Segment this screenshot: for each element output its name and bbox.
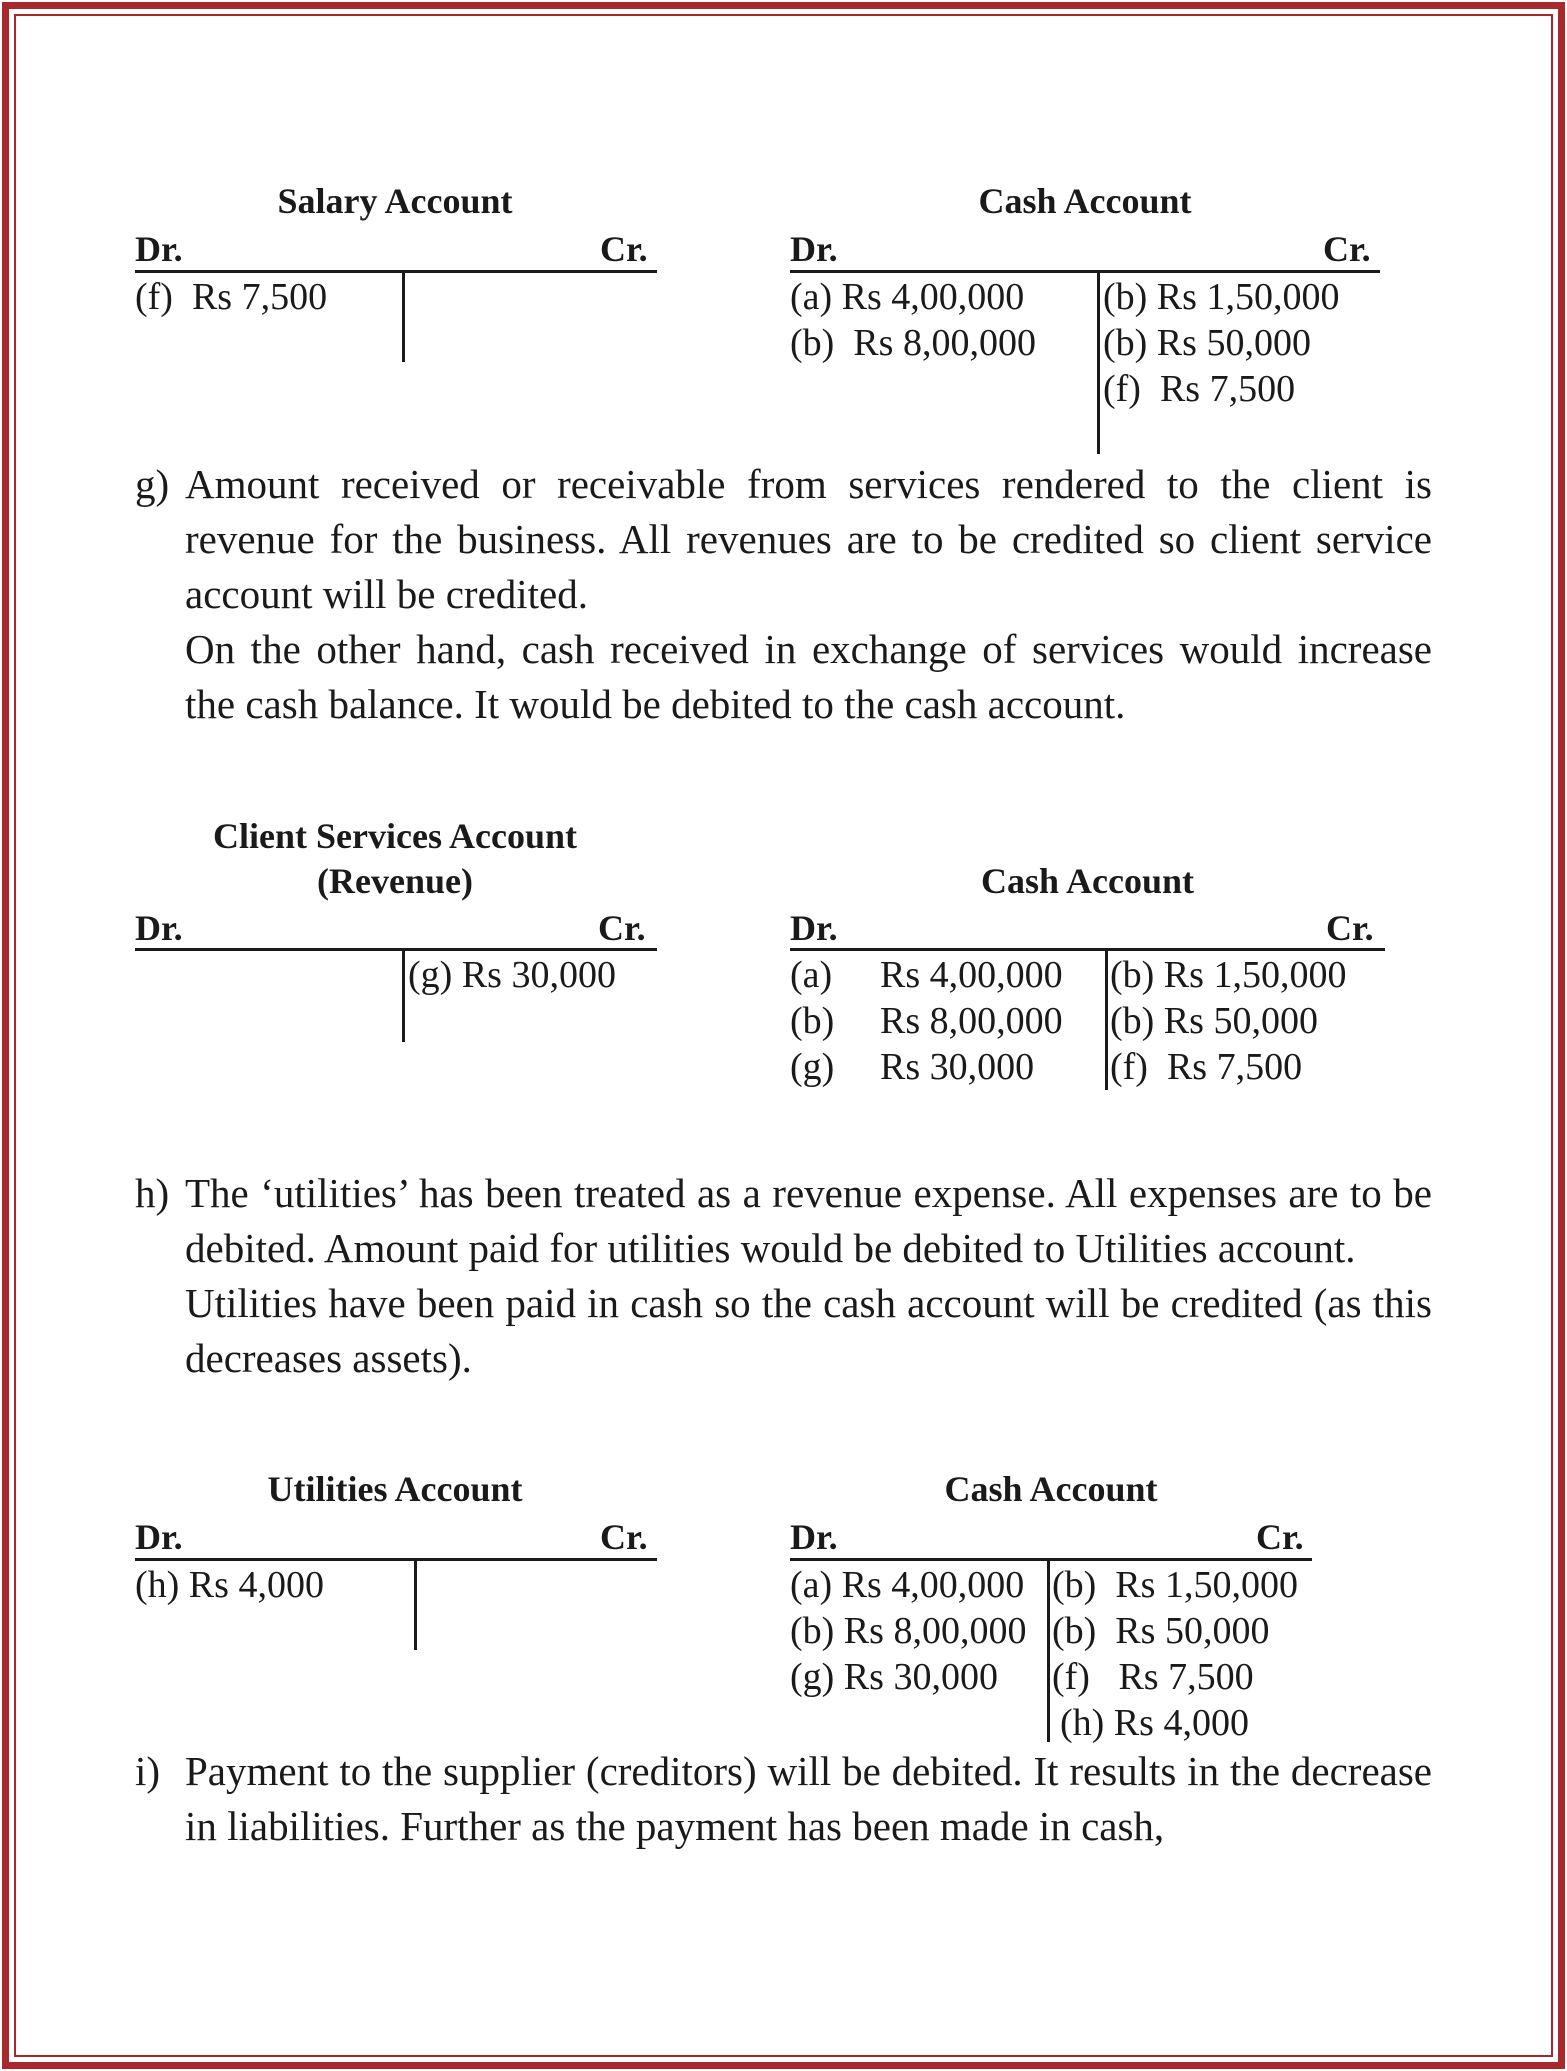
cash2-debit-ref: (g) xyxy=(790,1046,835,1088)
salary-divider xyxy=(402,272,405,362)
paragraph-i-label: i) xyxy=(135,1748,161,1794)
cash1-debit-entry: (b) Rs 8,00,000 xyxy=(790,322,1036,364)
cash2-credit-entry: (b) Rs 1,50,000 xyxy=(1110,954,1347,996)
cash1-dr-label: Dr. xyxy=(790,229,838,269)
paragraph-h xyxy=(135,1166,1432,1386)
cash3-cr-label: Cr. xyxy=(1256,1517,1304,1557)
cash2-debit-amount: Rs 4,00,000 xyxy=(880,954,1063,996)
paragraph-i-text-1: Payment to the supplier (creditors) will be debited. It results in the decrease in liabilities. Further as the payment has been made in cash, xyxy=(185,1748,1432,1849)
cash-account-2-title: Cash Account xyxy=(980,861,1195,901)
client-cr-label: Cr. xyxy=(598,908,646,948)
cash3-credit-entry: (b) Rs 1,50,000 xyxy=(1052,1564,1298,1606)
salary-account-title: Salary Account xyxy=(277,181,513,221)
salary-cr-label: Cr. xyxy=(600,229,648,269)
utilities-rule xyxy=(135,1558,657,1561)
cash2-credit-entry: (f) Rs 7,500 xyxy=(1110,1046,1303,1088)
cash1-credit-entry: (f) Rs 7,500 xyxy=(1103,368,1296,410)
salary-debit-entry: (f) Rs 7,500 xyxy=(135,276,328,318)
cash1-divider xyxy=(1097,272,1100,454)
utilities-dr-label: Dr. xyxy=(135,1517,183,1557)
cash2-debit-amount: Rs 8,00,000 xyxy=(880,1000,1063,1042)
cash1-debit-entry: (a) Rs 4,00,000 xyxy=(790,276,1025,318)
cash1-rule xyxy=(790,270,1380,273)
paragraph-h-text-2: Utilities have been paid in cash so the cash account will be credited (as this decreases assets). xyxy=(185,1280,1432,1381)
cash-account-3-title: Cash Account xyxy=(944,1469,1158,1509)
paragraph-g xyxy=(135,457,1432,732)
cash3-debit-entry: (g) Rs 30,000 xyxy=(790,1656,998,1698)
cash2-divider xyxy=(1105,950,1108,1090)
cash3-dr-label: Dr. xyxy=(790,1517,838,1557)
cash3-debit-entry: (b) Rs 8,00,000 xyxy=(790,1610,1027,1652)
paragraph-h-text-1: The ‘utilities’ has been treated as a revenue expense. All expenses are to be debited. Amount paid for utilities would be debited to Utilities account. xyxy=(185,1170,1432,1271)
cash3-credit-entry: (f) Rs 7,500 xyxy=(1052,1656,1254,1698)
cash3-divider xyxy=(1047,1560,1050,1742)
cash2-debit-amount: Rs 30,000 xyxy=(880,1046,1035,1088)
client-rule xyxy=(135,948,657,951)
salary-rule xyxy=(135,270,657,273)
client-credit-entry: (g) Rs 30,000 xyxy=(408,954,616,996)
utilities-debit-entry: (h) Rs 4,000 xyxy=(135,1564,324,1606)
paragraph-h-label: h) xyxy=(135,1170,170,1216)
paragraph-g-text-2: On the other hand, cash received in exchange of services would increase the cash balance. It would be debited to the cash account. xyxy=(185,626,1432,727)
utilities-divider xyxy=(414,1560,417,1650)
cash2-cr-label: Cr. xyxy=(1326,908,1374,948)
utilities-account-title: Utilities Account xyxy=(267,1469,523,1509)
cash2-debit-ref: (b) xyxy=(790,1000,835,1042)
utilities-cr-label: Cr. xyxy=(600,1517,648,1557)
client-services-subtitle: (Revenue) xyxy=(317,861,473,901)
cash2-credit-entry: (b) Rs 50,000 xyxy=(1110,1000,1318,1042)
salary-dr-label: Dr. xyxy=(135,229,183,269)
cash3-debit-entry: (a) Rs 4,00,000 xyxy=(790,1564,1025,1606)
cash1-credit-entry: (b) Rs 1,50,000 xyxy=(1103,276,1340,318)
client-dr-label: Dr. xyxy=(135,908,183,948)
paragraph-g-label: g) xyxy=(135,461,170,507)
paragraph-i xyxy=(135,1744,1432,1854)
cash3-rule xyxy=(790,1558,1312,1561)
cash3-credit-entry: (b) Rs 50,000 xyxy=(1052,1610,1270,1652)
client-services-title: Client Services Account xyxy=(213,816,577,856)
client-divider xyxy=(402,950,405,1042)
cash-account-1-title: Cash Account xyxy=(978,181,1192,221)
paragraph-g-text-1: Amount received or receivable from services rendered to the client is revenue for the business. All revenues are to be credited so client service account will be credited. xyxy=(185,461,1432,617)
cash3-credit-entry: (h) Rs 4,000 xyxy=(1060,1702,1249,1744)
cash2-dr-label: Dr. xyxy=(790,908,838,948)
cash1-credit-entry: (b) Rs 50,000 xyxy=(1103,322,1311,364)
cash1-cr-label: Cr. xyxy=(1323,229,1371,269)
cash2-debit-ref: (a) xyxy=(790,954,833,996)
cash2-rule xyxy=(790,948,1385,951)
